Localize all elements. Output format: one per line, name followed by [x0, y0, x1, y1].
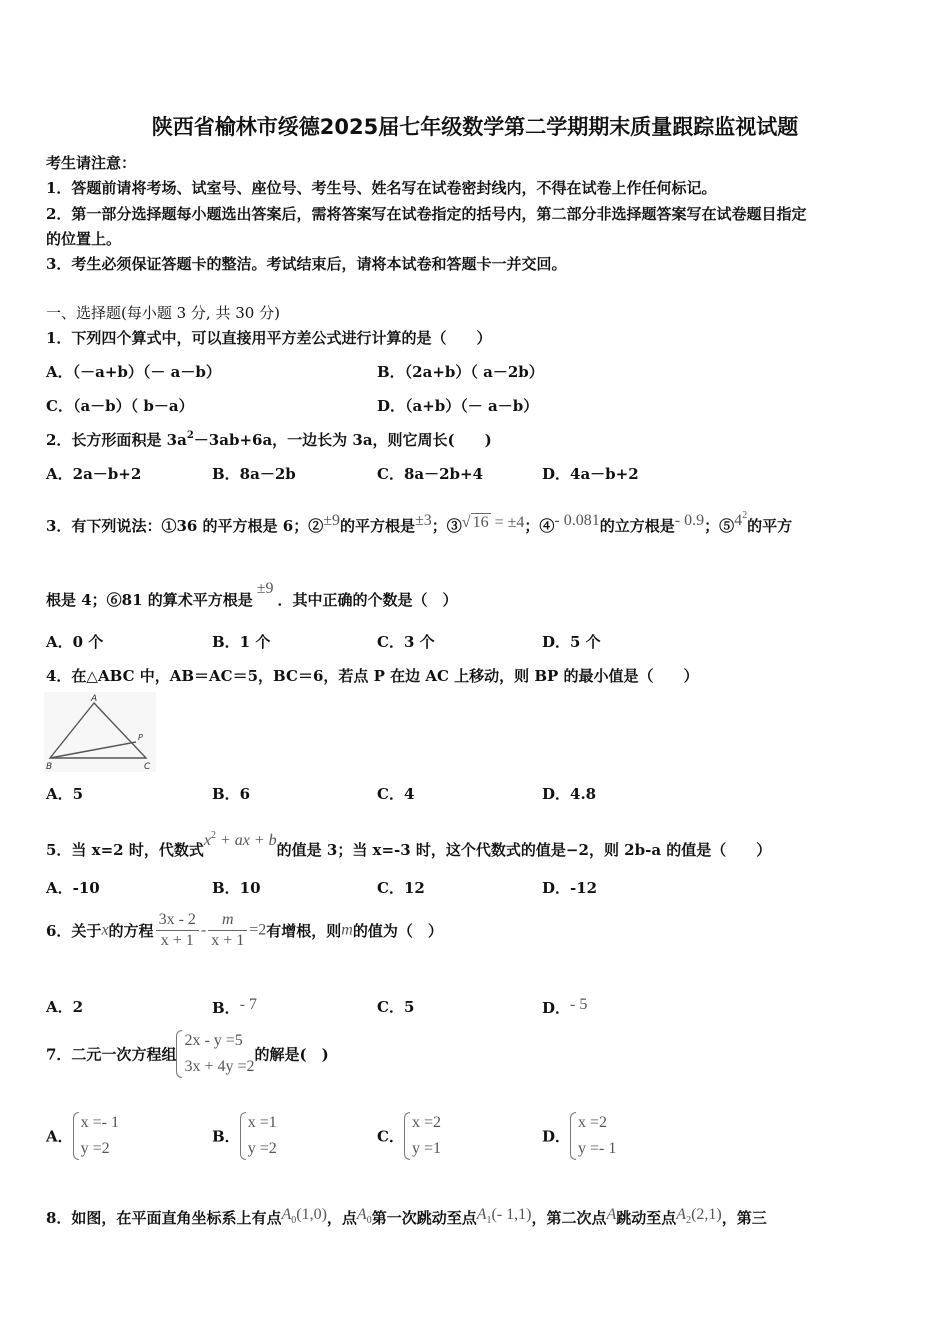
q1-option-c: C．（a－b）（ b－a）	[46, 397, 194, 415]
q2-option-a: A．2a－b+2	[46, 465, 142, 483]
q4-option-c: C．4	[377, 785, 415, 803]
section-heading: 一、选择题(每小题 3 分, 共 30 分)	[46, 304, 280, 322]
label-c: C	[144, 762, 151, 772]
q5-option-a: A．-10	[46, 879, 100, 897]
q2-option-b: B．8a－2b	[212, 465, 296, 483]
q6-option-d: D．- 5	[542, 996, 588, 1017]
q7-stem: 7．二元一次方程组 2x - y =5 3x + 4y =2 的解是( )	[46, 1028, 329, 1080]
q5-option-d: D．-12	[542, 879, 598, 897]
notice-item-2: 2．第一部分选择题每小题选出答案后，需将答案写在试卷指定的括号内，第二部分非选择题答案写在试卷题目指定	[46, 205, 807, 223]
q4-option-a: A．5	[46, 785, 84, 803]
notice-heading: 考生请注意：	[46, 154, 137, 172]
q2-option-d: D．4a－b+2	[542, 465, 639, 483]
q7-option-c: C． x =2 y =1	[377, 1110, 441, 1162]
q5-option-b: B．10	[212, 879, 261, 897]
q3-option-d: D．5 个	[542, 633, 601, 651]
q4-triangle-figure	[44, 692, 156, 772]
label-a: A	[91, 694, 98, 704]
label-b: B	[46, 762, 53, 772]
q4-option-d: D．4.8	[542, 785, 597, 803]
q8-stem: 8．如图，在平面直角坐标系上有点$A_0(1,0)$，点$A_0$第一次跳动至点$A_1(-$ 1,1)，第二次点A跳动至点$A_2(2,1)$，第三	[46, 1206, 767, 1227]
q3-option-a: A．0 个	[46, 633, 104, 651]
q3-stem: 3．有下列说法：①36 的平方根是 6；②±9的平方根是±3；③√ 16 = ±4；④- 0.081的立方根是- 0.9；$⑤4^2$的平方	[46, 510, 793, 535]
notice-item-2-cont: 的位置上。	[46, 230, 122, 248]
q1-option-d: D．（a+b）（－ a－b）	[377, 397, 539, 415]
label-p: P	[138, 733, 143, 742]
q3-option-b: B．1 个	[212, 633, 271, 651]
notice-item-1: 1．答题前请将考场、试室号、座位号、考生号、姓名写在试卷密封线内，不得在试卷上作任何标记。	[46, 179, 717, 197]
notice-item-3: 3．考生必须保证答题卡的整洁。考试结束后，请将本试卷和答题卡一并交回。	[46, 255, 567, 273]
q7-option-b: B． x =1 y =2	[212, 1110, 277, 1162]
q1-option-b: B．（2a+b）（ a－2b）	[377, 363, 544, 381]
q6-option-c: C．5	[377, 998, 415, 1016]
q3-stem-cont: 根是 4；⑥81 的算术平方根是±9．其中正确的个数是（ ）	[46, 580, 458, 609]
q7-option-d: D． x =2 y =- 1	[542, 1110, 616, 1162]
q2-option-c: C．8a－2b+4	[377, 465, 484, 483]
q3-option-c: C．3 个	[377, 633, 435, 651]
q6-stem: 6．关于x的方程 $\frac{3x - 2}{x + 1}$ - $\frac{m}{x + 1}$ =2有增根，则m的值为（ ）	[46, 911, 443, 949]
q5-stem: 5．当 x=2 时，代数式$x^2$ + ax + b的值是 3；当 x=-3 时，这个代数式的值是−2，则 2b-a 的值是（ ）	[46, 830, 772, 859]
q2-stem: 2．长方形面积是 $3a^2-3ab+6a$，一边长为 3a，则它周长( )	[46, 430, 492, 449]
q4-option-b: B．6	[212, 785, 251, 803]
q5-option-c: C．12	[377, 879, 425, 897]
q6-option-b: B．- 7	[212, 996, 258, 1017]
q1-option-a: A．（－a+b）（－ a－b）	[46, 363, 221, 381]
page-title: 陕西省榆林市绥德2025届七年级数学第二学期期末质量跟踪监视试题	[151, 115, 799, 139]
q7-option-a: A． x =- 1 y =2	[46, 1110, 119, 1162]
q6-option-a: A．2	[46, 998, 84, 1016]
q4-stem: 4．在△ABC 中，AB＝AC＝5，BC＝6，若点 P 在边 AC 上移动，则 BP 的最小值是（ ）	[46, 667, 699, 685]
q1-stem: 1．下列四个算式中，可以直接用平方差公式进行计算的是（ ）	[46, 329, 492, 347]
